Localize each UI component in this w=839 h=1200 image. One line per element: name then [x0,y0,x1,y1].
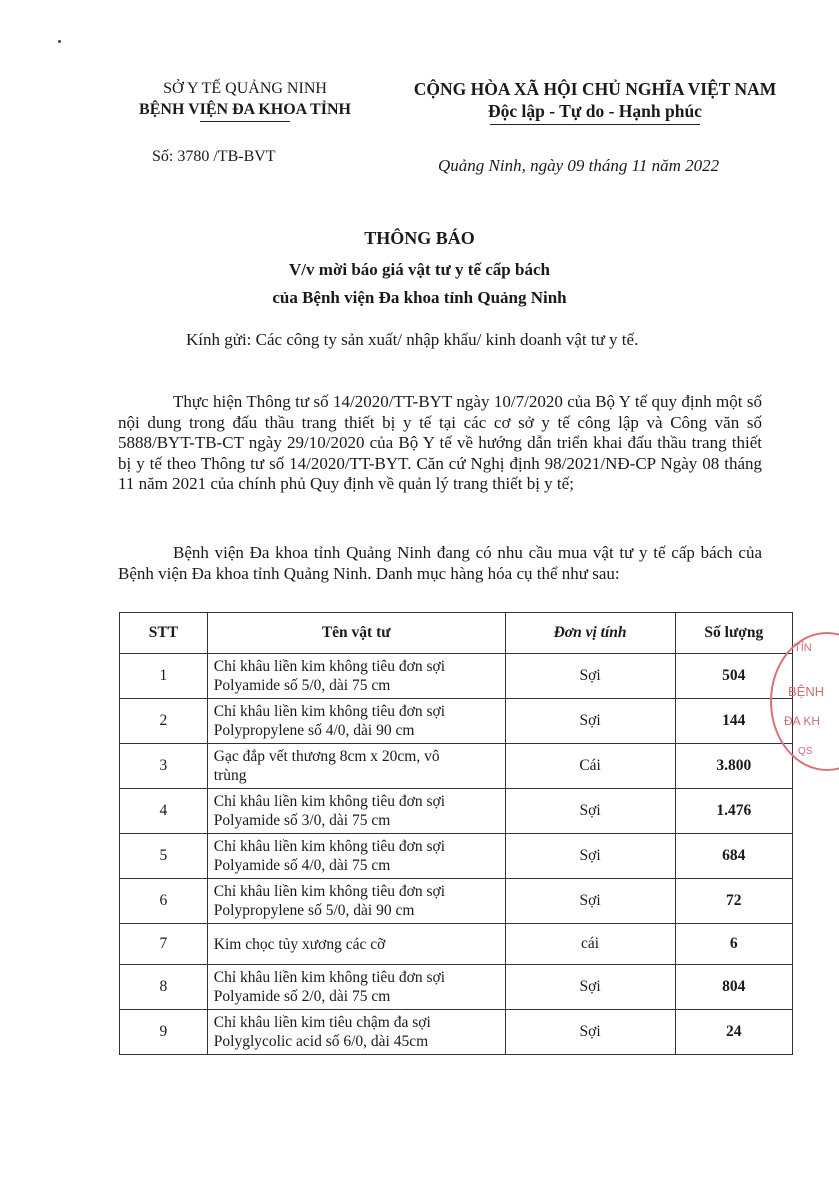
row-item-name: Chỉ khâu liền kim không tiêu đơn sợi Polyamide số 4/0, dài 75 cm [207,834,505,879]
row-stt: 8 [120,965,208,1010]
scan-speck [58,40,61,43]
header-item-name: Tên vật tư [207,613,505,654]
row-quantity: 6 [675,924,792,965]
table-row [120,879,793,924]
table-row [120,1010,793,1055]
org-line-2: BỆNH VIỆN ĐA KHOA TỈNH [139,101,351,118]
table-row [120,834,793,879]
document-title: THÔNG BÁO [364,228,475,248]
row-unit: Sợi [505,654,675,699]
row-unit: cái [505,924,675,965]
body-paragraph-2: Bệnh viện Đa khoa tỉnh Quảng Ninh đang có nhu cầu mua vật tư y tế cấp bách của Bệnh viện Đa khoa tỉnh Quảng Ninh. Danh mục hàng hóa cụ thể như sau: [118,543,762,583]
recipient-line: Kính gửi: Các công ty sản xuất/ nhập khẩu/ kinh doanh vật tư y tế. [186,330,639,349]
row-item-name: Chỉ khâu liền kim tiêu chậm đa sợi Polyglycolic acid số 6/0, dài 45cm [207,1010,505,1055]
row-unit: Sợi [505,1010,675,1055]
table-row [120,965,793,1010]
table-header-row [120,613,793,654]
red-seal-stamp: TỈN BỆNH ĐA KH QS [770,632,839,771]
row-quantity: 504 [675,654,792,699]
body-paragraph-1: Thực hiện Thông tư số 14/2020/TT-BYT ngày 10/7/2020 của Bộ Y tế quy định một số nội dung trong đấu thầu trang thiết bị y tế tại các cơ sở y tế công lập và Công văn số 5888/BYT-TB-CT ngày 29/10/2020 của Bộ Y tế về hướng dẫn triển khai đấu thầu trang thiết bị y tế theo Thông tư số 14/2020/TT-BYT. Căn cứ Nghị định 98/2021/NĐ-CP Ngày 08 tháng 11 năm 2021 của chính phủ Quy định về quản lý trang thiết bị y tế; [118,392,762,493]
table-row [120,924,793,965]
row-quantity: 3.800 [675,744,792,789]
row-stt: 1 [120,654,208,699]
row-stt: 9 [120,1010,208,1055]
row-unit: Cái [505,744,675,789]
row-stt: 2 [120,699,208,744]
row-item-name: Chỉ khâu liền kim không tiêu đơn sợi Polypropylene số 5/0, dài 90 cm [207,879,505,924]
row-item-name: Kim chọc tủy xương các cỡ [207,924,505,965]
items-table [119,612,793,1055]
table-row [120,744,793,789]
table-row [120,699,793,744]
row-quantity: 72 [675,879,792,924]
row-stt: 3 [120,744,208,789]
issuing-organization [100,78,390,122]
header-unit: Đơn vị tính [505,613,675,654]
national-motto [395,78,795,125]
header-quantity: Số lượng [675,613,792,654]
document-subject-line-2: của Bệnh viện Đa khoa tỉnh Quảng Ninh [272,288,567,307]
row-stt: 4 [120,789,208,834]
row-item-name: Chỉ khâu liền kim không tiêu đơn sợi Polyamide số 2/0, dài 75 cm [207,965,505,1010]
row-stt: 5 [120,834,208,879]
row-item-name: Chỉ khâu liền kim không tiêu đơn sợi Polyamide số 5/0, dài 75 cm [207,654,505,699]
row-quantity: 144 [675,699,792,744]
row-unit: Sợi [505,699,675,744]
document-number: Số: 3780 /TB-BVT [152,148,276,165]
org-line-1: SỞ Y TẾ QUẢNG NINH [163,80,327,97]
row-quantity: 1.476 [675,789,792,834]
row-item-name: Chỉ khâu liền kim không tiêu đơn sợi Polypropylene số 4/0, dài 90 cm [207,699,505,744]
org-underline [200,121,290,122]
document-subject-line-1: V/v mời báo giá vật tư y tế cấp bách [289,260,550,279]
motto-underline [490,124,700,125]
row-stt: 6 [120,879,208,924]
row-item-name: Gạc đắp vết thương 8cm x 20cm, vô trùng [207,744,505,789]
header-stt: STT [120,613,208,654]
row-unit: Sợi [505,789,675,834]
row-stt: 7 [120,924,208,965]
row-item-name: Chỉ khâu liền kim không tiêu đơn sợi Polyamide số 3/0, dài 75 cm [207,789,505,834]
table-row [120,789,793,834]
document-date: Quảng Ninh, ngày 09 tháng 11 năm 2022 [438,156,720,175]
row-unit: Sợi [505,879,675,924]
nation-line-2: Độc lập - Tự do - Hạnh phúc [488,101,702,121]
table-row [120,654,793,699]
nation-line-1: CỘNG HÒA XÃ HỘI CHỦ NGHĨA VIỆT NAM [413,79,777,99]
row-unit: Sợi [505,834,675,879]
row-unit: Sợi [505,965,675,1010]
row-quantity: 684 [675,834,792,879]
row-quantity: 804 [675,965,792,1010]
row-quantity: 24 [675,1010,792,1055]
